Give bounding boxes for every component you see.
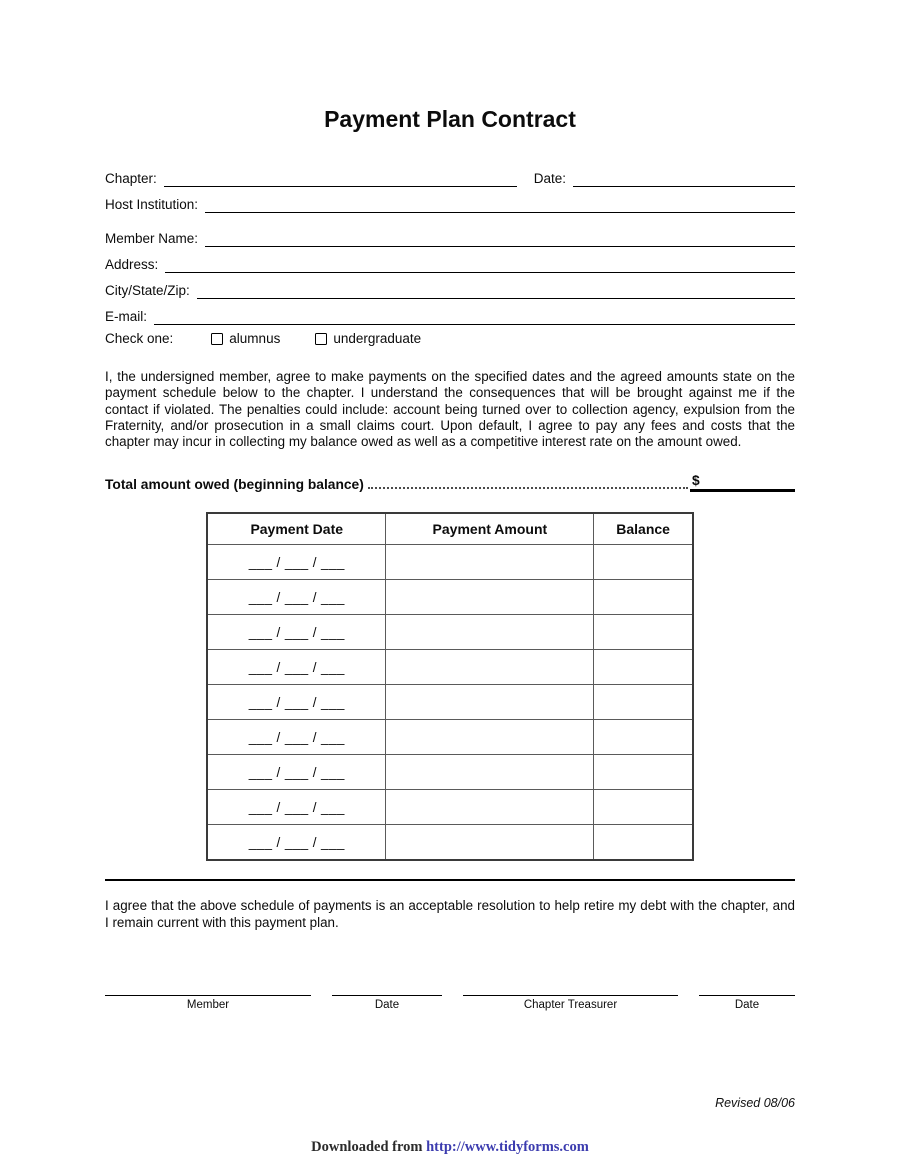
city-state-zip-label: City/State/Zip:	[105, 283, 190, 298]
total-owed-input-line[interactable]	[690, 473, 795, 492]
form-fields	[105, 161, 795, 352]
city-state-zip-row	[105, 273, 795, 299]
payment-date-cell[interactable]: ___ / ___ / ___	[207, 755, 386, 790]
balance-cell[interactable]	[594, 790, 693, 825]
total-owed-row	[105, 473, 795, 492]
payment-amount-header: Payment Amount	[386, 513, 594, 545]
balance-cell[interactable]	[594, 755, 693, 790]
member-name-row	[105, 221, 795, 247]
signature-label: Date	[734, 999, 760, 1012]
payment-date-cell[interactable]: ___ / ___ / ___	[207, 650, 386, 685]
alumnus-label: alumnus	[229, 331, 281, 346]
signature-label: Member	[186, 999, 230, 1012]
email-input-line[interactable]	[154, 309, 795, 325]
payment-table-row	[207, 615, 693, 650]
balance-header: Balance	[594, 513, 693, 545]
form-content	[105, 0, 795, 1011]
signature-row	[105, 995, 795, 1011]
chapter-input-line[interactable]	[164, 171, 517, 187]
payment-amount-cell[interactable]	[386, 720, 594, 755]
total-owed-label: Total amount owed (beginning balance)	[105, 477, 364, 493]
payment-date-cell[interactable]: ___ / ___ / ___	[207, 790, 386, 825]
payment-amount-cell[interactable]	[386, 755, 594, 790]
signature-label: Date	[374, 999, 400, 1012]
member-name-input-line[interactable]	[205, 231, 795, 247]
payment-amount-cell[interactable]	[386, 615, 594, 650]
balance-cell[interactable]	[594, 545, 693, 580]
host-institution-row	[105, 187, 795, 213]
payment-table-row	[207, 755, 693, 790]
balance-cell[interactable]	[594, 825, 693, 861]
email-row	[105, 299, 795, 325]
payment-table-row	[207, 650, 693, 685]
balance-cell[interactable]	[594, 580, 693, 615]
address-label: Address:	[105, 257, 159, 272]
address-row	[105, 247, 795, 273]
payment-table-row	[207, 790, 693, 825]
dotted-leader	[368, 476, 688, 489]
chapter-label: Chapter:	[105, 171, 157, 186]
payment-date-header: Payment Date	[207, 513, 386, 545]
payment-date-cell[interactable]: ___ / ___ / ___	[207, 825, 386, 861]
payment-table-header	[207, 513, 693, 545]
address-input-line[interactable]	[165, 257, 795, 273]
check-one-label: Check one:	[105, 331, 174, 346]
payment-table-row	[207, 720, 693, 755]
payment-schedule-table	[206, 512, 694, 861]
balance-cell[interactable]	[594, 720, 693, 755]
date-input-line[interactable]	[573, 171, 795, 187]
download-link[interactable]: http://www.tidyforms.com	[426, 1139, 589, 1155]
revision-note: Revised 08/06	[715, 1096, 795, 1110]
undergraduate-label: undergraduate	[333, 331, 422, 346]
chapter-date-row	[105, 161, 795, 187]
payment-amount-cell[interactable]	[386, 790, 594, 825]
host-institution-label: Host Institution:	[105, 197, 199, 212]
terms-paragraph: I, the undersigned member, agree to make payments on the specified dates and the agreed amounts state on the payment schedule below to the chapter. I understand the consequences that will be brought against me if the contact if violated. The penalties could include: account being turned over to collection agency, expulsion from the Fraternity, and/or prosecution in a small claims court. Upon default, I agree to pay any fees and costs that the chapter may incur in collecting my balance owed as well as a competitive interest rate on the amount owed.	[105, 369, 795, 450]
undergraduate-option[interactable]	[315, 331, 421, 346]
agreement-paragraph: I agree that the above schedule of payments is an acceptable resolution to help retire my debt with the chapter, and I remain current with this payment plan.	[105, 898, 795, 930]
balance-cell[interactable]	[594, 615, 693, 650]
balance-cell[interactable]	[594, 650, 693, 685]
undergraduate-checkbox-icon[interactable]	[315, 333, 327, 345]
host-institution-input-line[interactable]	[205, 197, 795, 213]
alumnus-option[interactable]	[211, 331, 280, 346]
payment-amount-cell[interactable]	[386, 580, 594, 615]
city-state-zip-input-line[interactable]	[197, 283, 795, 299]
signature-label: Chapter Treasurer	[523, 999, 618, 1012]
balance-cell[interactable]	[594, 685, 693, 720]
payment-amount-cell[interactable]	[386, 825, 594, 861]
payment-amount-cell[interactable]	[386, 650, 594, 685]
alumnus-checkbox-icon[interactable]	[211, 333, 223, 345]
signature-line-member[interactable]	[105, 995, 311, 1011]
currency-symbol: $	[692, 473, 700, 489]
check-one-row	[105, 325, 795, 352]
member-name-label: Member Name:	[105, 231, 199, 246]
page-title: Payment Plan Contract	[324, 106, 576, 132]
payment-amount-cell[interactable]	[386, 545, 594, 580]
payment-table-row	[207, 545, 693, 580]
payment-amount-cell[interactable]	[386, 685, 594, 720]
payment-date-cell[interactable]: ___ / ___ / ___	[207, 545, 386, 580]
payment-date-cell[interactable]: ___ / ___ / ___	[207, 615, 386, 650]
download-prefix: Downloaded from	[311, 1139, 427, 1155]
email-label: E-mail:	[105, 309, 148, 324]
payment-table-body	[207, 545, 693, 861]
section-divider	[105, 879, 795, 881]
signature-line-date[interactable]	[332, 995, 442, 1011]
payment-table-row	[207, 580, 693, 615]
payment-date-cell[interactable]: ___ / ___ / ___	[207, 685, 386, 720]
payment-table-row	[207, 825, 693, 861]
payment-table-row	[207, 685, 693, 720]
payment-date-cell[interactable]: ___ / ___ / ___	[207, 580, 386, 615]
signature-line-chapter-treasurer[interactable]	[463, 995, 678, 1011]
date-label: Date:	[533, 171, 566, 186]
download-footer	[0, 1139, 900, 1156]
payment-date-cell[interactable]: ___ / ___ / ___	[207, 720, 386, 755]
signature-line-date[interactable]	[699, 995, 795, 1011]
